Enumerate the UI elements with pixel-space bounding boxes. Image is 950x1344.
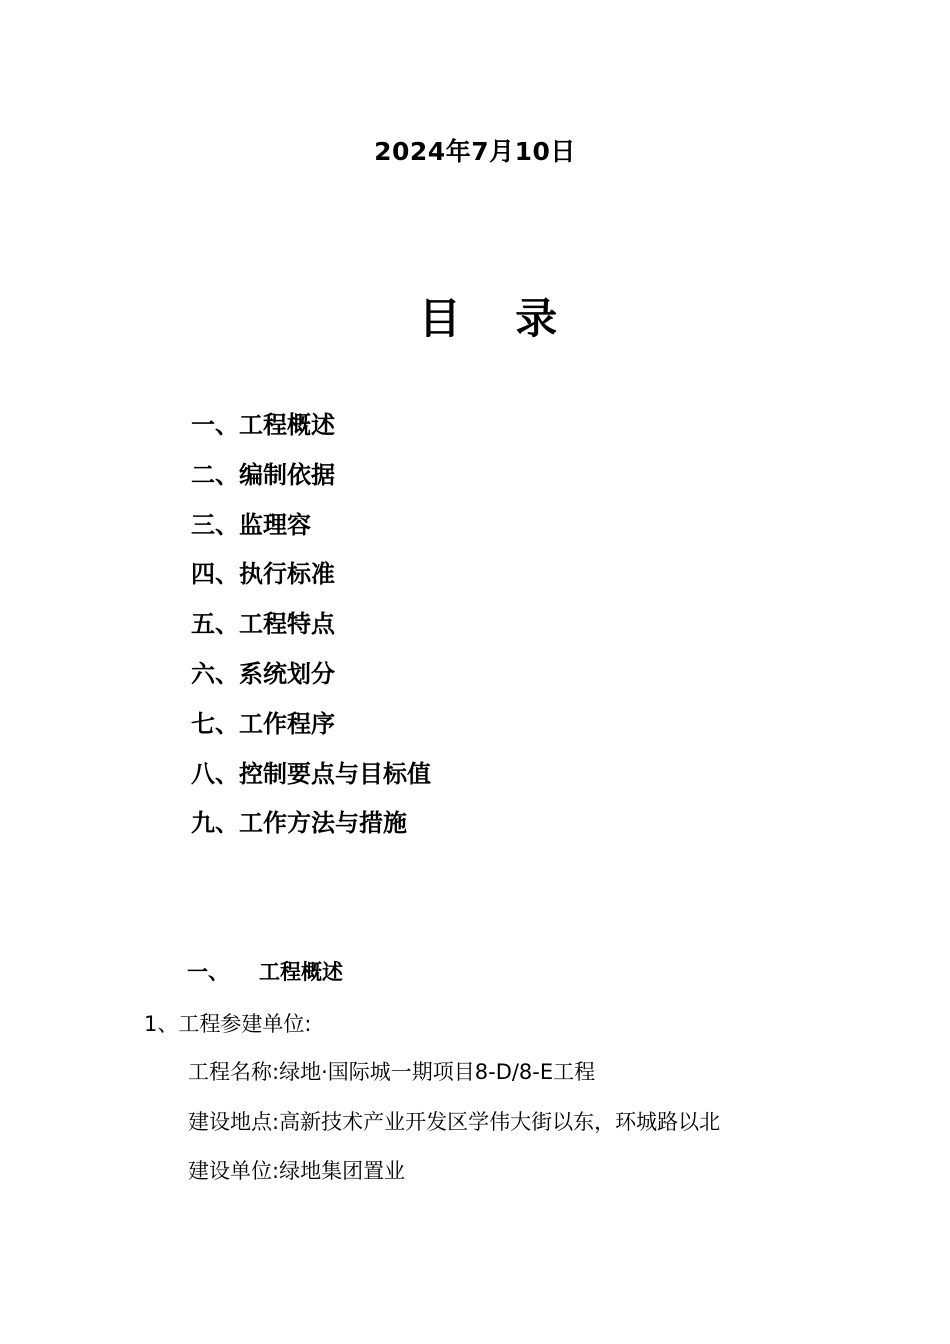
toc-item[interactable]: 五、工程特点 xyxy=(191,610,335,639)
section-title: 工程概述 xyxy=(259,960,343,984)
toc-item[interactable]: 九、工作方法与措施 xyxy=(191,809,407,838)
subsection-heading: 1、工程参建单位: xyxy=(144,1012,312,1036)
section-number: 一、 xyxy=(187,960,229,984)
section-heading xyxy=(187,956,343,986)
document-date: 2024年7月10日 xyxy=(374,137,576,166)
project-name-line: 工程名称:绿地·国际城一期项目8-D/8-E工程 xyxy=(188,1060,596,1084)
toc-item[interactable]: 二、编制依据 xyxy=(191,460,335,489)
toc-item[interactable]: 六、系统划分 xyxy=(191,659,335,688)
toc-item[interactable]: 七、工作程序 xyxy=(191,709,335,738)
toc-title: 目 录 xyxy=(418,294,578,343)
toc-item[interactable]: 八、控制要点与目标值 xyxy=(191,759,431,788)
table-of-contents xyxy=(191,405,431,853)
toc-item[interactable]: 一、工程概述 xyxy=(191,411,335,439)
toc-item[interactable]: 四、执行标准 xyxy=(191,560,335,589)
toc-item[interactable]: 三、监理容 xyxy=(191,510,311,539)
project-location-line: 建设地点:高新技术产业开发区学伟大街以东，环城路以北 xyxy=(188,1109,721,1134)
project-info-list xyxy=(188,1056,720,1205)
project-owner-line: 建设单位:绿地集团置业 xyxy=(188,1159,406,1183)
